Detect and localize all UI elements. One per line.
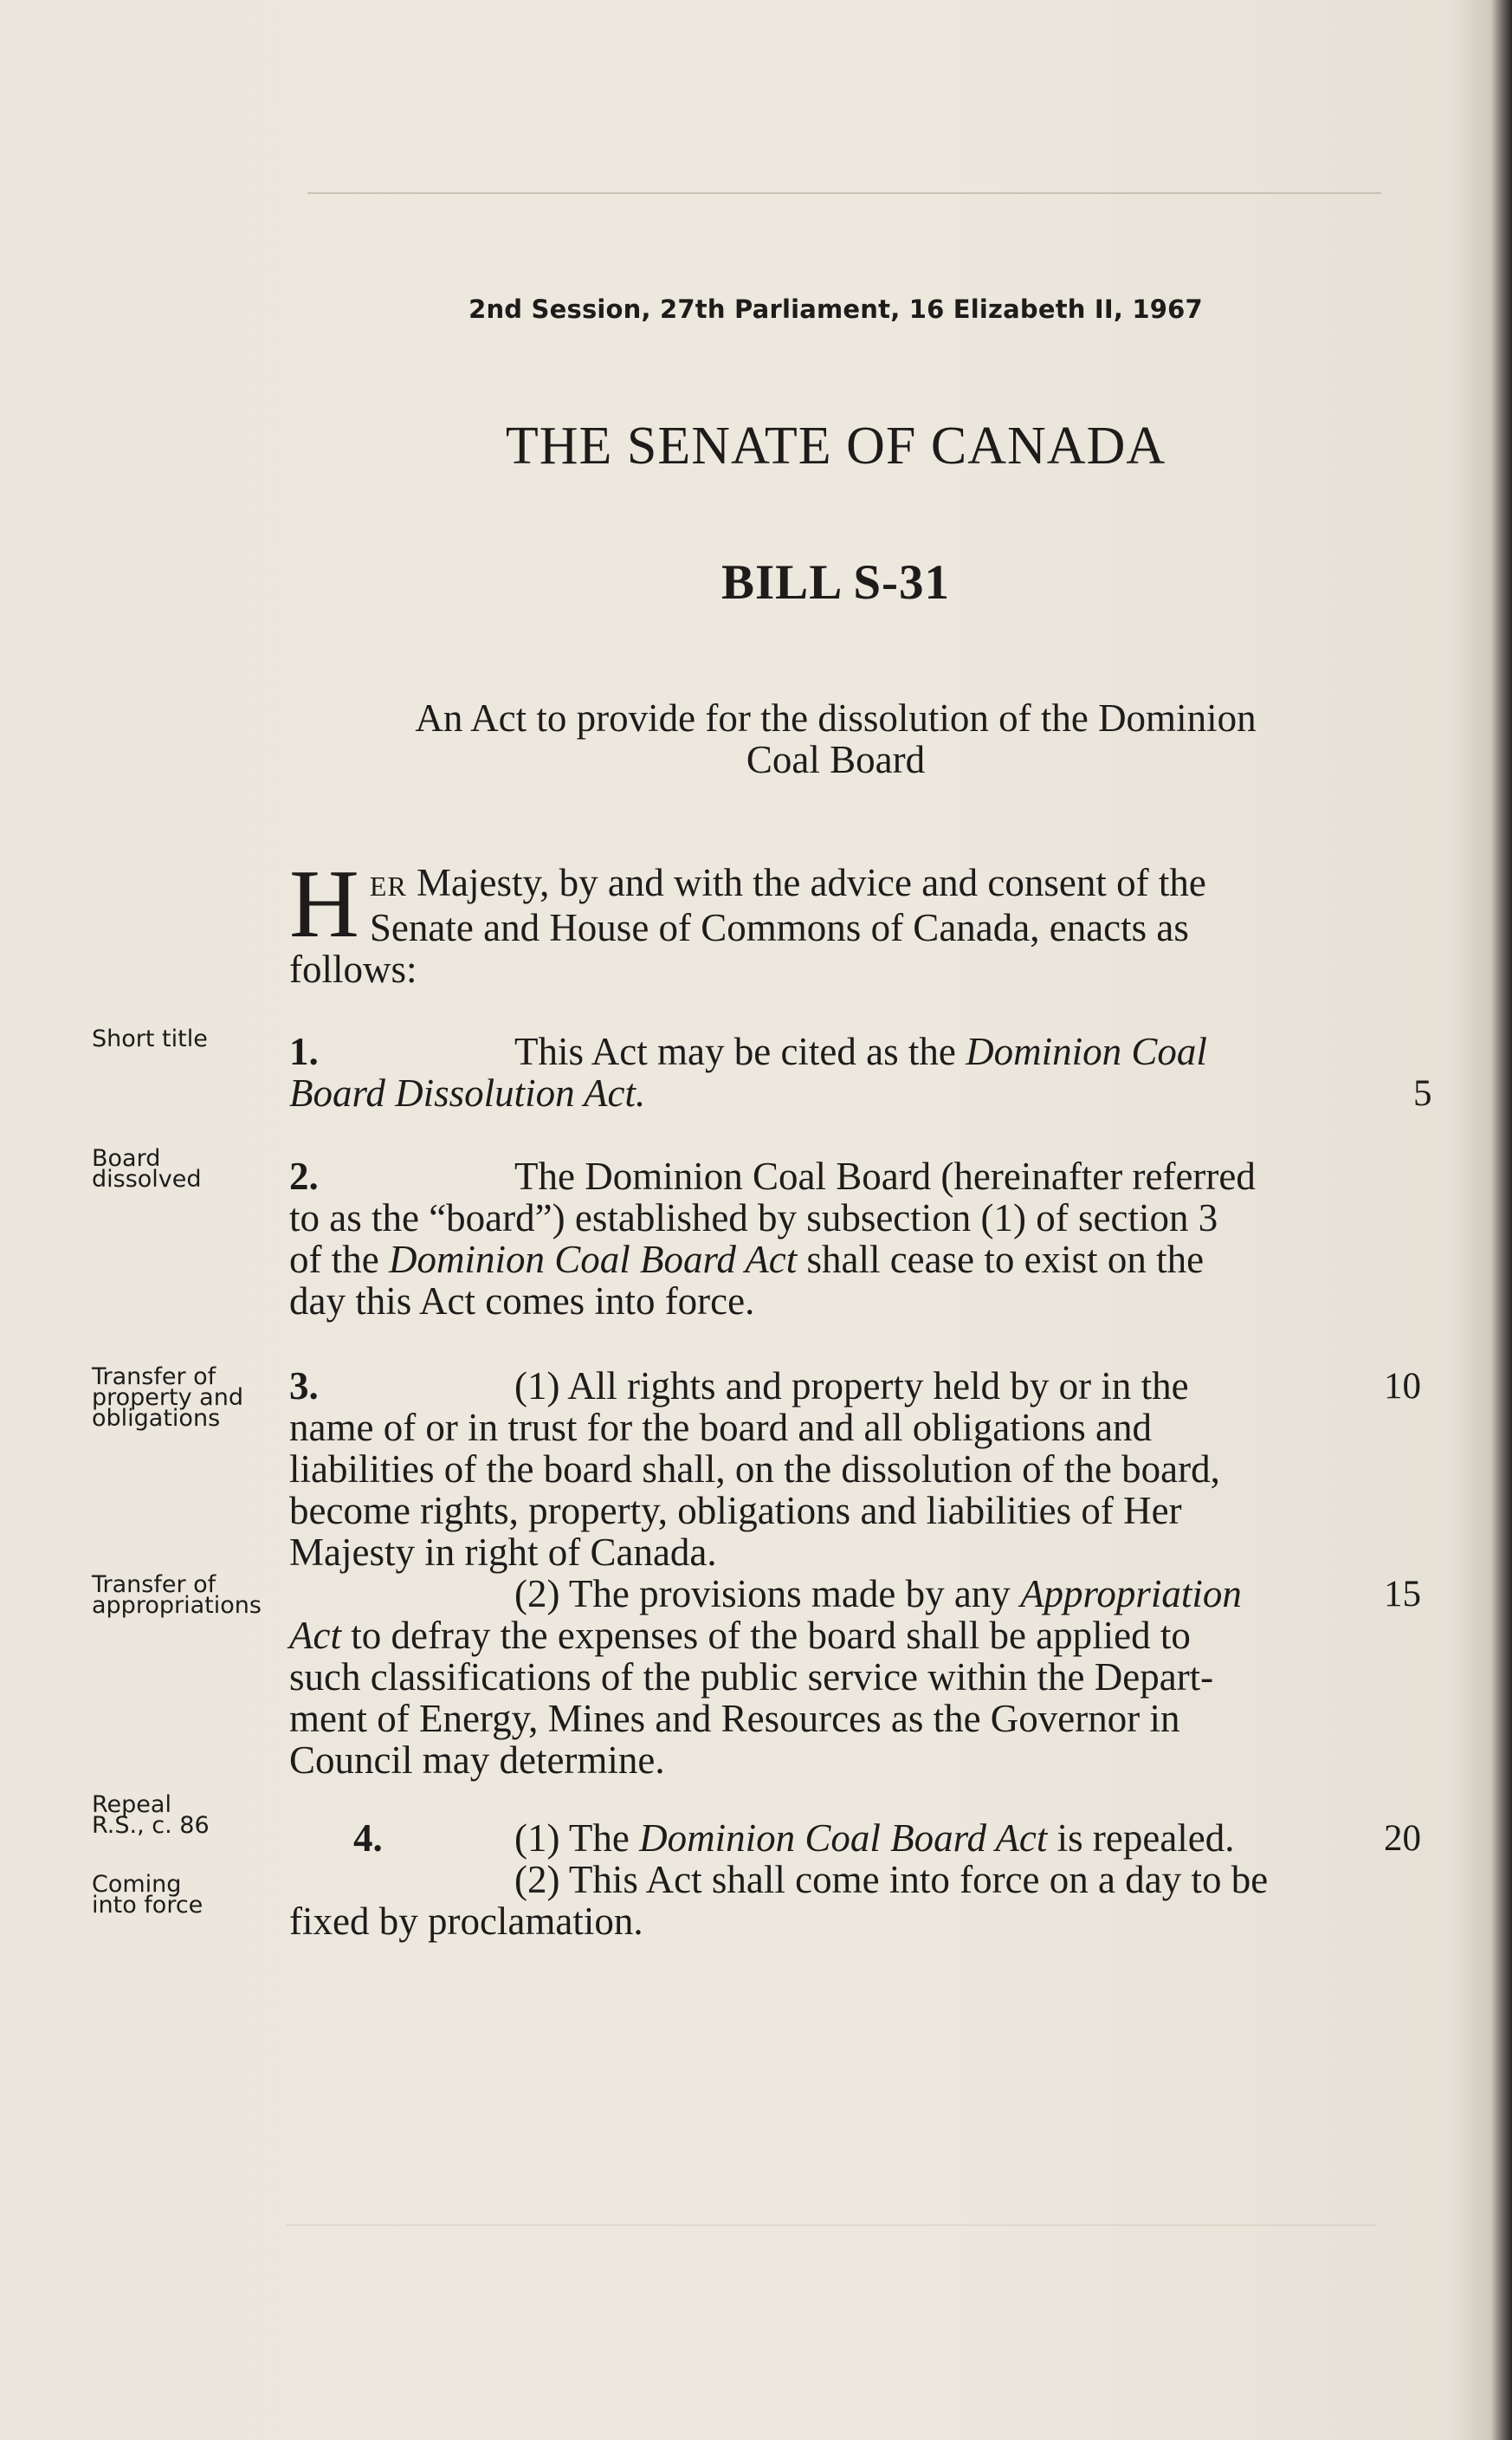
margin-note-board-dissolved (92, 1145, 291, 1193)
section-text: The Dominion Coal Board (hereinafter referred (514, 1155, 1256, 1198)
enacting-text: Majesty, by and with the advice and consent of the (406, 861, 1206, 904)
act-title-italic: Dominion Coal Board Act (639, 1816, 1048, 1860)
section-text: of the (289, 1238, 389, 1281)
section-number: 1. (289, 1030, 319, 1073)
margin-note-text: appropriations (92, 1592, 262, 1619)
section-text: name of or in trust for the board and all obligations and (289, 1406, 1152, 1449)
section-number: 3. (289, 1364, 319, 1408)
section-text: This Act may be cited as the (514, 1030, 966, 1073)
section-text: to as the “board”) established by subsection (1) of section 3 (289, 1196, 1218, 1239)
section-text: (1) All rights and property held by or in the (514, 1364, 1189, 1408)
section-text: is repealed. (1047, 1816, 1235, 1860)
section-text: shall cease to exist on the (797, 1238, 1205, 1281)
section-4 (289, 1817, 1377, 1942)
margin-note-text: Board (92, 1145, 161, 1172)
long-title-line: An Act to provide for the dissolution of the Dominion (415, 696, 1257, 740)
margin-note-short-title (92, 1026, 291, 1052)
act-title-italic: Appropriation (1020, 1572, 1242, 1615)
section-text: such classifications of the public service within the Depart- (289, 1655, 1214, 1699)
enacting-clause (289, 851, 1377, 991)
act-title-italic: Act (289, 1614, 341, 1657)
long-title (329, 697, 1342, 780)
margin-note-coming-into-force (92, 1871, 291, 1919)
margin-note-text: Repeal (92, 1791, 171, 1818)
margin-note-text: Short title (92, 1026, 208, 1052)
margin-note-repeal (92, 1791, 291, 1839)
act-title-italic: Dominion Coal Board Act (388, 1238, 798, 1281)
margin-note-transfer-property (92, 1363, 291, 1432)
line-number: 20 (1384, 1818, 1421, 1859)
drop-cap: H (289, 851, 359, 958)
session-line: 2nd Session, 27th Parliament, 16 Elizabeth II, 1967 (468, 294, 1203, 324)
bottom-rule (286, 2224, 1377, 2226)
margin-note-text: dissolved (92, 1166, 202, 1193)
section-text: become rights, property, obligations and liabilities of Her (289, 1489, 1182, 1532)
margin-note-text: Transfer of (92, 1363, 216, 1390)
act-title-italic: Dominion Coal (966, 1030, 1207, 1073)
line-number: 10 (1384, 1366, 1421, 1407)
section-number: 4. (353, 1816, 383, 1860)
section-text: Majesty in right of Canada. (289, 1531, 717, 1574)
bleed-through-text (364, 227, 373, 271)
section-text: day this Act comes into force. (289, 1279, 755, 1323)
enacting-text: follows: (289, 948, 417, 991)
chamber-title: THE SENATE OF CANADA (505, 417, 1166, 476)
margin-note-text: obligations (92, 1405, 221, 1432)
section-text: (2) This Act shall come into force on a day to be (514, 1858, 1269, 1901)
section-3 (289, 1365, 1377, 1781)
margin-note-text: property and (92, 1384, 243, 1411)
section-text: fixed by proclamation. (289, 1900, 643, 1943)
margin-note-text: into force (92, 1892, 204, 1919)
section-2 (289, 1155, 1377, 1322)
section-text: liabilities of the board shall, on the dissolution of the board, (289, 1447, 1220, 1491)
margin-note-text: R.S., c. 86 (92, 1812, 210, 1839)
margin-note-transfer-appropriations (92, 1571, 291, 1619)
section-1 (289, 1031, 1377, 1114)
long-title-line: Coal Board (746, 738, 926, 781)
margin-note-text: Transfer of (92, 1571, 216, 1598)
section-text: (2) The provisions made by any (514, 1572, 1021, 1615)
bill-number: BILL S-31 (720, 555, 951, 610)
top-rule (307, 192, 1381, 194)
line-number: 15 (1384, 1574, 1421, 1615)
section-text: to defray the expenses of the board shall be applied to (340, 1614, 1191, 1657)
act-title-italic: Board Dissolution Act. (289, 1071, 646, 1115)
section-text: ment of Energy, Mines and Resources as the Governor in (289, 1697, 1180, 1740)
enacting-text: Senate and House of Commons of Canada, enacts as (369, 906, 1189, 949)
section-text: (1) The (514, 1816, 640, 1860)
section-number: 2. (289, 1155, 319, 1198)
margin-note-text: Coming (92, 1871, 182, 1898)
section-text: Council may determine. (289, 1738, 665, 1782)
line-number: 5 (1413, 1073, 1432, 1114)
small-caps-text: ER (369, 871, 407, 902)
